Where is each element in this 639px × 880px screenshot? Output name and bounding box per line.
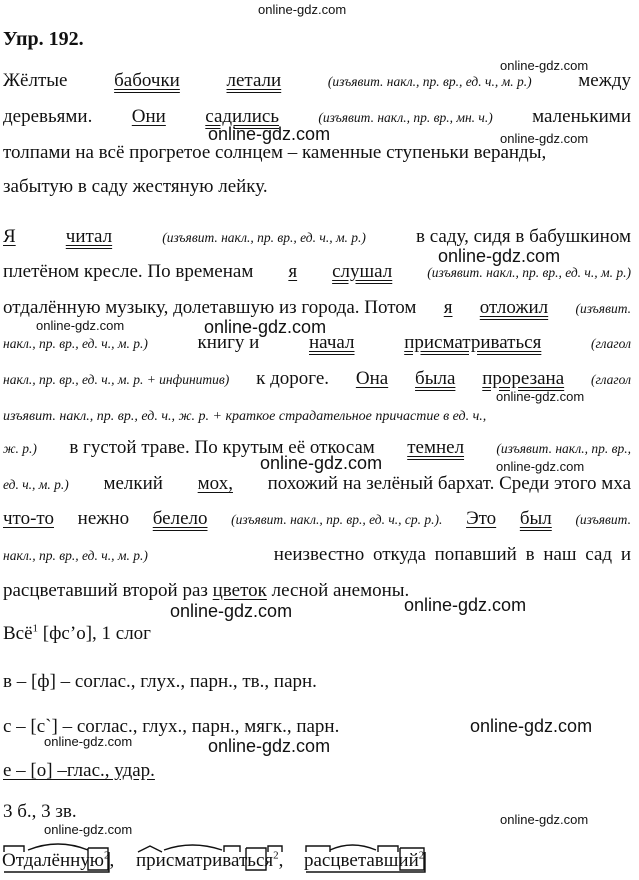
predicate-word: присматриваться (404, 332, 542, 353)
word: Всё (3, 623, 33, 644)
annotation: накл., пр. вр., ед. ч., м. р. + инфинитив) (3, 372, 230, 387)
watermark: online-gdz.com (44, 734, 133, 749)
predicate-word: читал (65, 226, 113, 247)
text-line (3, 580, 631, 602)
predicate-word: прорезана (482, 368, 565, 389)
predicate-word: садились (205, 106, 279, 127)
text-line (3, 508, 631, 531)
superscript: 1 (32, 622, 39, 635)
morpheme-word: присматриваться (136, 850, 274, 871)
word: отдалённую музыку, долетавшую из города. Потом (3, 297, 417, 318)
watermark: online-gdz.com (204, 317, 327, 337)
text-line: толпами на всё прогретое солнцем – каменные ступеньки веранды, (3, 142, 547, 163)
subject-word: я (443, 297, 453, 318)
morphemic-parsing (0, 838, 460, 878)
annotation: (изъявит. накл., пр. вр., ед. ч., м. р.) (427, 265, 631, 280)
annotation: накл., пр. вр., ед. ч., м. р.) (3, 336, 148, 351)
watermark: online-gdz.com (470, 716, 593, 736)
subject-word: цветок (212, 580, 267, 601)
morpheme-word: Отдалённую (2, 850, 104, 871)
text-line (3, 226, 631, 249)
phonetic-word (3, 623, 631, 645)
text-line (3, 70, 631, 93)
predicate-word: отложил (479, 297, 549, 318)
annotation: изъявит. накл., пр. вр., ед. ч., ж. р. + краткое страдательное причастие в ед. ч., (3, 409, 487, 424)
word: книгу и (197, 332, 260, 353)
subject-word: что-то (3, 508, 54, 529)
text-line (3, 106, 631, 129)
watermark: online-gdz.com (496, 459, 585, 474)
word: к дороге. (256, 368, 329, 389)
superscript: 2 (418, 849, 425, 862)
top-watermark: online-gdz.com (258, 2, 347, 17)
phonetic-row (3, 760, 631, 782)
text-line (3, 544, 631, 567)
watermark: online-gdz.com (260, 453, 383, 473)
annotation: (изъявит. накл., пр. вр., ед. ч., м. р.) (162, 230, 366, 245)
text-line (3, 332, 631, 355)
word: в саду, сидя в бабушкином (416, 226, 631, 247)
subject-word: Она (355, 368, 389, 389)
word: Жёлтые (3, 70, 68, 91)
watermark: online-gdz.com (208, 124, 331, 144)
annotation: (глагол (591, 336, 631, 351)
subject-word: Это (466, 508, 497, 529)
predicate-word: летали (226, 70, 282, 91)
predicate-word: была (415, 368, 456, 389)
watermark: online-gdz.com (438, 246, 561, 266)
subject-word: я (288, 261, 298, 282)
watermark: online-gdz.com (404, 595, 527, 615)
transcription: [фс’о], 1 слог (42, 623, 151, 644)
word: неизвестно откуда попавший в наш сад и (273, 544, 631, 565)
subject-word: Они (131, 106, 166, 127)
text-line (3, 297, 631, 320)
word: маленькими (532, 106, 631, 127)
phonetic-text: е – [о] –глас., удар. (3, 760, 155, 781)
predicate-word: слушал (332, 261, 393, 282)
predicate-word: был (519, 508, 552, 529)
subject-word: Я (3, 226, 16, 247)
watermark: online-gdz.com (500, 58, 589, 73)
annotation: (изъявит. накл., пр. вр., ед. ч., м. р.) (327, 74, 532, 89)
subject-word: бабочки (114, 70, 180, 91)
phonetic-row: в – [ф] – соглас., глух., парн., тв., парн. (3, 671, 317, 692)
annotation: (изъявит. накл., пр. вр., (496, 441, 631, 456)
word: в густой траве. По крутым её откосам (69, 437, 375, 458)
text-line (3, 368, 631, 391)
watermark: online-gdz.com (500, 131, 589, 146)
superscript: 2 (273, 849, 279, 862)
text-line (3, 473, 631, 496)
annotation: (глагол (591, 372, 631, 387)
predicate-word: белело (152, 508, 208, 529)
subject-word: мох, (197, 473, 233, 494)
watermark: online-gdz.com (36, 318, 125, 333)
word: расцветавший второй раз (3, 580, 208, 601)
superscript: 2 (104, 849, 110, 862)
word: похожий на зелёный бархат. Среди этого мха (267, 473, 631, 494)
text-line (3, 437, 631, 460)
text-line: забытую в саду жестяную лейку. (3, 176, 268, 197)
annotation: ж. р.) (3, 441, 37, 456)
predicate-word: темнел (407, 437, 465, 458)
word: мелкий (103, 473, 163, 494)
annotation: (изъявит. (575, 512, 631, 527)
watermark: online-gdz.com (208, 736, 331, 756)
word: лесной анемоны. (271, 580, 410, 601)
watermark: online-gdz.com (500, 812, 589, 827)
annotation: (изъявит. накл., пр. вр., ед. ч., ср. р.). (231, 512, 443, 527)
morpheme-word: расцветавший (304, 850, 419, 871)
phonetic-row: с – [с`] – соглас., глух., парн., мягк., парн. (3, 716, 340, 737)
phonetic-summary: 3 б., 3 зв. (3, 801, 77, 822)
text-line (3, 404, 631, 428)
watermark: online-gdz.com (496, 389, 585, 404)
word: нежно (77, 508, 130, 529)
annotation: ед. ч., м. р.) (3, 477, 69, 492)
annotation: (изъявит. (575, 301, 631, 316)
predicate-word: начал (309, 332, 355, 353)
comma: , (109, 850, 115, 871)
annotation: (изъявит. накл., пр. вр., мн. ч.) (318, 110, 493, 125)
exercise-title: Упр. 192. (3, 28, 84, 50)
annotation: накл., пр. вр., ед. ч., м. р.) (3, 548, 148, 563)
comma: , (278, 850, 284, 871)
watermark: online-gdz.com (170, 601, 293, 621)
word: деревьями. (3, 106, 93, 127)
text-line (3, 261, 631, 284)
word: между (578, 70, 631, 91)
word: плетёном кресле. По временам (3, 261, 254, 282)
watermark: online-gdz.com (44, 822, 133, 837)
